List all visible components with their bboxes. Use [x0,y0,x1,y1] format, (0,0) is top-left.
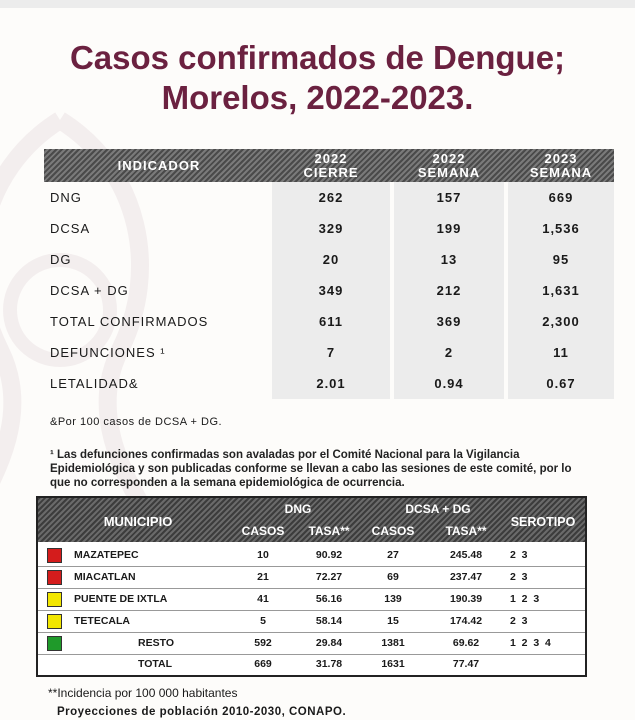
row-label: DG [50,252,72,267]
footnote-incidencia: **Incidencia por 100 000 habitantes [48,686,238,700]
table-row [44,244,614,275]
table-row [38,545,585,566]
cell-casos: 139 [384,593,402,605]
risk-red-square-icon [47,548,62,563]
cell-casos: 669 [254,658,272,670]
cell-casos: 41 [257,593,269,605]
table-row [44,213,614,244]
municipio-name: RESTO [138,637,174,649]
header-year: 2022 [314,151,348,166]
cell-casos: 5 [260,615,266,627]
cell-tasa: 69.62 [452,637,480,649]
municipio-table-header [38,498,585,542]
cell-tasa: 245.48 [449,549,483,561]
cell-casos: 27 [387,549,399,561]
table-row [38,567,585,588]
cell-value: 7 [326,345,336,360]
cell-value: 329 [318,221,344,236]
table-row [44,182,614,213]
table-row-total [38,654,585,675]
cell-tasa: 174.42 [449,615,483,627]
cell-casos: 1381 [381,637,405,649]
header-year: 2023 [544,151,578,166]
table-row [44,368,614,399]
cell-tasa: 77.47 [452,658,480,670]
title-line-1: Casos confirmados de Dengue; [69,39,566,76]
table-row [38,633,585,654]
header-2023-semana [508,152,614,180]
cell-serotipo: 2 3 [510,571,528,583]
cell-casos: 69 [387,571,399,583]
municipio-name: PUENTE DE IXTLA [74,593,168,605]
header-sub: SEMANA [417,165,481,180]
cell-value: 95 [552,252,570,267]
cell-tasa: 31.78 [315,658,343,670]
top-band [0,0,635,8]
cell-tasa: 190.39 [449,593,483,605]
page-title [0,38,635,118]
cell-casos: 1631 [381,658,405,670]
risk-yellow-square-icon [47,592,62,607]
cell-value: 212 [436,283,462,298]
table-row [44,306,614,337]
risk-green-square-icon [47,636,62,651]
cell-tasa: 90.92 [315,549,343,561]
header-year: 2022 [432,151,466,166]
risk-yellow-square-icon [47,614,62,629]
row-label: DCSA [50,221,91,236]
title-line-2: Morelos, 2022-2023. [161,79,474,116]
cell-value: 2,300 [542,314,580,329]
table-row [38,589,585,610]
cell-value: 0.94 [434,376,464,391]
header-indicador: INDICADOR [117,158,201,173]
header-serotipo: SEROTIPO [510,515,576,529]
header-casos: CASOS [241,524,285,538]
header-dng: DNG [284,502,312,516]
header-dcsa-dg: DCSA + DG [405,502,471,516]
cell-serotipo: 2 3 [510,615,528,627]
cell-value: 0.67 [546,376,576,391]
cell-value: 611 [319,314,343,329]
cell-casos: 592 [254,637,272,649]
header-2022-semana [394,152,504,180]
indicator-table [44,149,614,399]
cell-value: 2.01 [316,376,346,391]
cell-value: 1,536 [542,221,580,236]
cell-value: 1,631 [542,283,580,298]
table-row [44,275,614,306]
cell-value: 262 [318,190,344,205]
header-tasa: TASA** [445,524,487,538]
table-row [38,611,585,632]
municipio-name: MIACATLAN [74,571,136,583]
row-label: LETALIDAD& [50,376,139,391]
footnote-defunciones: ¹ Las defunciones confirmadas son avaladas por el Comité Nacional para la Vigilancia Epidemiológica y son publicadas conforme se llevan a cabo las sesiones de este comité, por lo que no corresponden a la semana epidemiológica de ocurrencia. [50,449,572,489]
cell-value: 199 [436,221,462,236]
header-sub: SEMANA [529,165,593,180]
cell-value: 349 [318,283,344,298]
row-label: TOTAL CONFIRMADOS [50,314,209,329]
row-label: DCSA + DG [50,283,129,298]
cell-casos: 10 [257,549,269,561]
table-row [44,337,614,368]
municipio-name: MAZATEPEC [74,549,139,561]
header-sub: CIERRE [303,165,359,180]
municipio-table [36,496,587,677]
cell-tasa: 58.14 [315,615,343,627]
cell-serotipo: 1 2 3 4 [510,637,551,649]
municipio-name: TOTAL [138,658,173,670]
header-casos: CASOS [371,524,415,538]
cell-tasa: 29.84 [315,637,343,649]
header-tasa: TASA** [308,524,350,538]
header-municipio: MUNICIPIO [103,514,173,529]
cell-tasa: 56.16 [315,593,343,605]
cell-value: 669 [548,190,574,205]
cell-value: 13 [440,252,458,267]
cell-value: 369 [436,314,462,329]
footnote-letalidad: &Por 100 casos de DCSA + DG. [50,416,223,428]
header-2022-cierre [272,152,390,180]
cell-value: 11 [553,345,569,360]
indicator-table-header [44,149,614,182]
cell-value: 20 [322,252,340,267]
cell-value: 2 [444,345,454,360]
municipio-name: TETECALA [74,615,130,627]
cell-casos: 15 [387,615,399,627]
cell-value: 157 [436,190,462,205]
risk-red-square-icon [47,570,62,585]
cell-casos: 21 [257,571,269,583]
cell-serotipo: 1 2 3 [510,593,540,605]
cell-tasa: 72.27 [315,571,343,583]
row-label: DNG [50,190,82,205]
cell-serotipo: 2 3 [510,549,528,561]
row-label: DEFUNCIONES ¹ [50,345,166,360]
footnote-proyecciones: Proyecciones de población 2010-2030, CONAPO. [57,706,347,718]
cell-tasa: 237.47 [449,571,483,583]
